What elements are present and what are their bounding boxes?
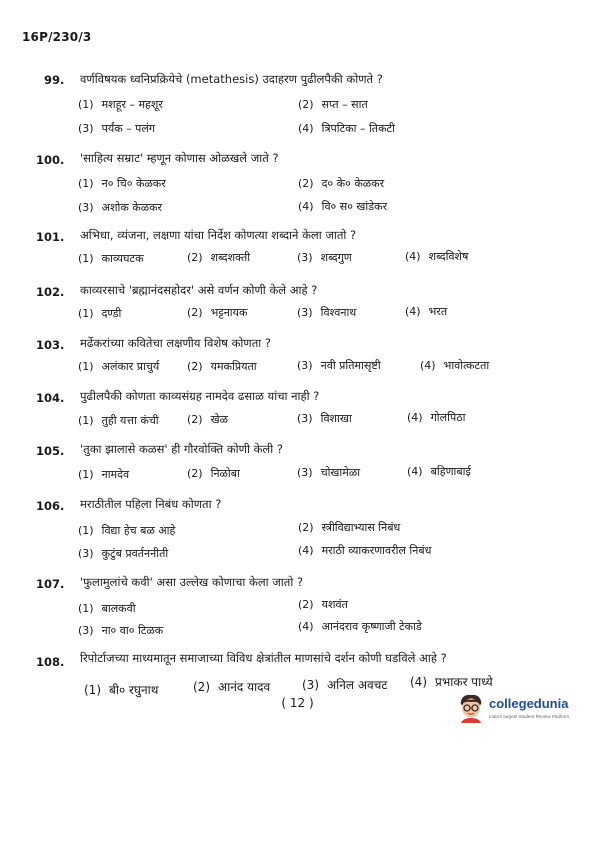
option-4: (4) मराठी व्याकरणावरील निबंध bbox=[298, 544, 432, 557]
option-2: (2) भट्टनायक bbox=[187, 306, 248, 319]
option-2: (2) स्त्रीविद्याभ्यास निबंध bbox=[298, 521, 401, 534]
option-3: (3) विश्वनाथ bbox=[297, 306, 357, 319]
question-text: 'तुका झालासे कळस' ही गौरवोक्ति कोणी केली ? bbox=[80, 442, 283, 456]
option-2: (2) खेळ bbox=[187, 413, 228, 426]
collegedunia-logo bbox=[457, 692, 577, 728]
option-2: (2) यशवंत bbox=[298, 598, 348, 611]
option-2: (2) सप्त – सात bbox=[298, 98, 368, 111]
option-3: (3) चोखामेळा bbox=[297, 466, 361, 479]
option-4: (4) भावोत्कटता bbox=[420, 359, 490, 372]
option-1: (1) अलंकार प्राचुर्य bbox=[78, 360, 160, 373]
question-number: 101. bbox=[36, 230, 65, 244]
option-4: (4) भरत bbox=[405, 305, 448, 318]
option-3: (3) विशाखा bbox=[297, 412, 352, 425]
option-1: (1) विद्या हेच बळ आहे bbox=[78, 524, 176, 537]
question-number: 102. bbox=[36, 285, 65, 299]
question-number: 104. bbox=[36, 391, 65, 405]
question-text: वर्णविषयक ध्वनिप्रक्रियेचे (metathesis) उदाहरण पुढीलपैकी कोणते ? bbox=[80, 72, 383, 86]
option-3: (3) कुटुंब प्रवर्तननीती bbox=[78, 547, 169, 560]
option-1: (1) बी० रघुनाथ bbox=[84, 683, 159, 697]
question-number: 105. bbox=[36, 444, 65, 458]
option-3: (3) अनिल अवचट bbox=[302, 678, 388, 692]
paper-code: 16P/230/3 bbox=[22, 30, 92, 44]
question-text: 'फुलामुलांचे कवी' असा उल्लेख कोणाचा केला जातो ? bbox=[80, 575, 304, 589]
option-2: (2) आनंद यादव bbox=[193, 680, 271, 694]
question-text: रिपोर्टाजच्या माध्यमातून समाजाच्या विविध क्षेत्रांतील माणसांचे दर्शन कोणी घडविले आहे ? bbox=[80, 651, 447, 665]
page-number: ( 12 ) bbox=[281, 696, 314, 710]
question-text: मर्ढेकरांच्या कवितेचा लक्षणीय विशेष कोणता ? bbox=[80, 336, 271, 350]
option-1: (1) बालकवी bbox=[78, 602, 136, 615]
option-4: (4) प्रभाकर पाध्ये bbox=[410, 675, 493, 689]
question-number: 108. bbox=[36, 655, 65, 669]
option-4: (4) बहिणाबाई bbox=[407, 465, 471, 478]
logo-brand: collegedunia bbox=[489, 696, 569, 711]
option-4: (4) गोलपिठा bbox=[407, 411, 466, 424]
option-1: (1) नामदेव bbox=[78, 468, 130, 481]
question-text: 'साहित्य सम्राट' म्हणून कोणास ओळखले जाते ? bbox=[80, 151, 279, 165]
option-2: (2) निळोबा bbox=[187, 467, 240, 480]
student-face-icon bbox=[457, 692, 485, 724]
option-4: (4) त्रिपटिका – तिकटी bbox=[298, 122, 395, 135]
option-1: (1) तुही यत्ता कंची bbox=[78, 414, 159, 427]
question-number: 103. bbox=[36, 338, 65, 352]
option-2: (2) यमकप्रियता bbox=[187, 360, 257, 373]
option-3: (3) शब्दगुण bbox=[297, 251, 352, 264]
option-3: (3) नवी प्रतिमासृष्टी bbox=[297, 359, 381, 372]
question-text: काव्यरसाचे 'ब्रह्मानंदसहोदर' असे वर्णन कोणी केले आहे ? bbox=[80, 283, 318, 297]
option-1: (1) काव्यघटक bbox=[78, 252, 144, 265]
option-1: (1) दण्डी bbox=[78, 307, 122, 320]
option-4: (4) शब्दविशेष bbox=[405, 250, 469, 263]
option-3: (3) पर्यंक – पलंग bbox=[78, 122, 156, 135]
option-4: (4) आनंदराव कृष्णाजी टेकाडे bbox=[298, 620, 422, 633]
option-3: (3) अशोक केळकर bbox=[78, 201, 163, 214]
option-4: (4) वि० स० खांडेकर bbox=[298, 200, 388, 213]
question-number: 106. bbox=[36, 499, 65, 513]
question-number: 107. bbox=[36, 577, 65, 591]
question-number: 100. bbox=[36, 153, 65, 167]
logo-tagline: India's largest Student Review Platform bbox=[489, 714, 570, 719]
question-number: 99. bbox=[44, 73, 65, 87]
option-2: (2) शब्दशक्ती bbox=[187, 251, 251, 264]
option-3: (3) ना० वा० टिळक bbox=[78, 624, 164, 637]
option-1: (1) न० चि० केळकर bbox=[78, 177, 166, 190]
question-text: अभिधा, व्यंजना, लक्षणा यांचा निर्देश कोणत्या शब्दाने केला जातो ? bbox=[80, 228, 357, 242]
question-text: पुढीलपैकी कोणता काव्यसंग्रह नामदेव ढसाळ यांचा नाही ? bbox=[80, 389, 320, 403]
question-text: मराठीतील पहिला निबंध कोणता ? bbox=[80, 497, 222, 511]
option-2: (2) द० के० केळकर bbox=[298, 177, 385, 190]
option-1: (1) मशहूर – महशूर bbox=[78, 98, 163, 111]
